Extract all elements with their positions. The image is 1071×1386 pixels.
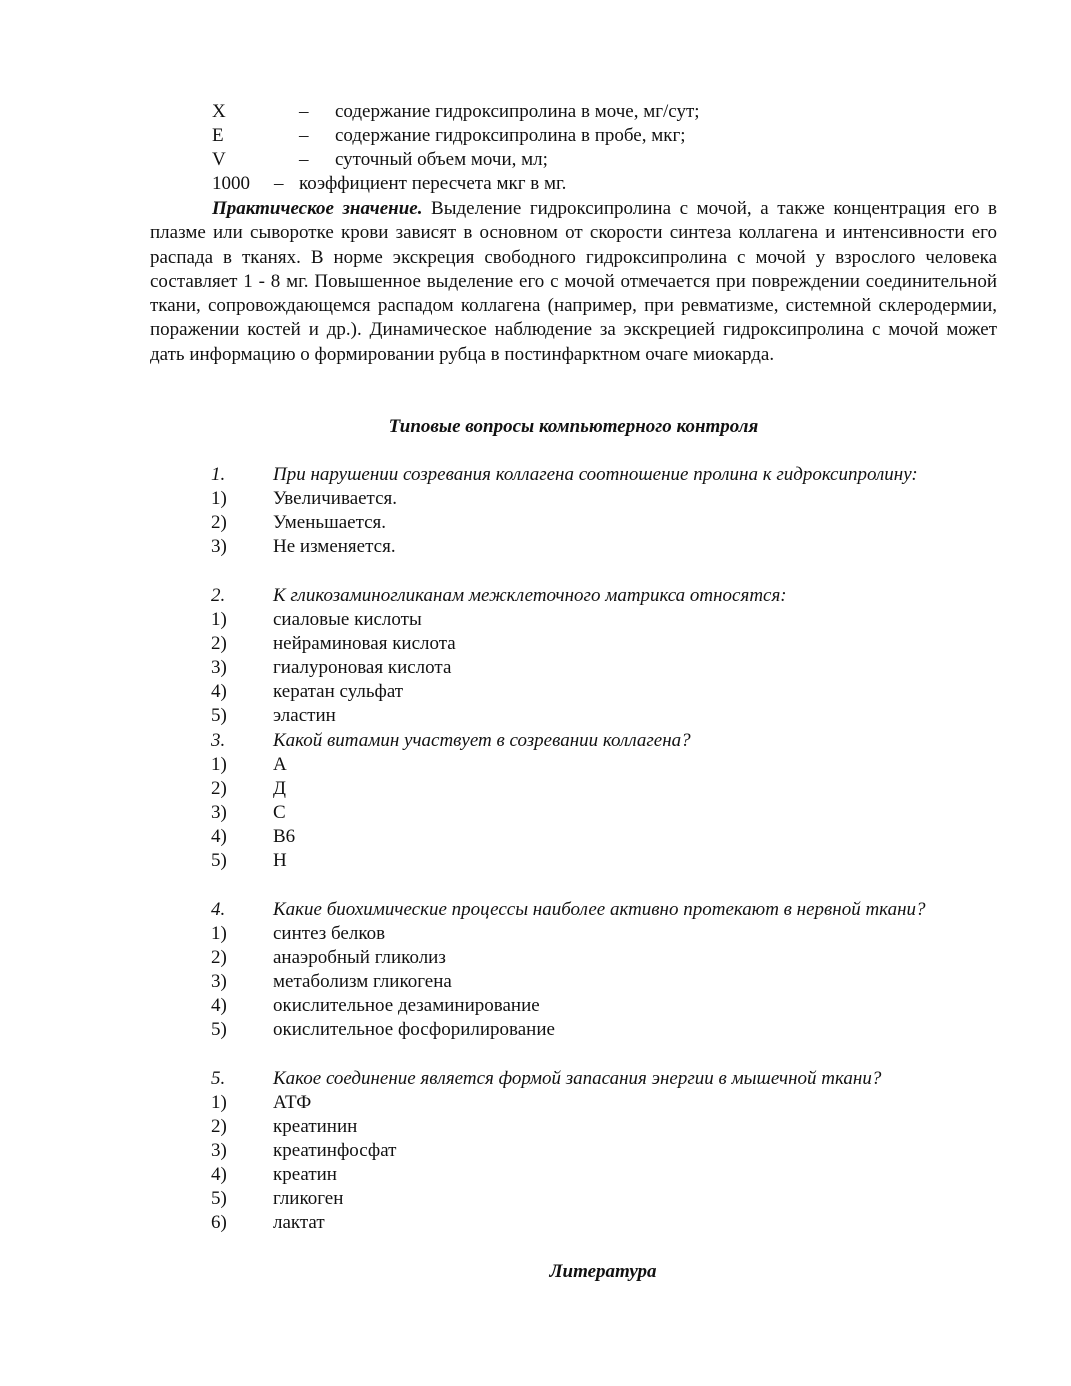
legend-definition: содержание гидроксипролина в пробе, мкг; — [335, 125, 686, 146]
question-text: Какое соединение является формой запасания энергии в мышечной ткани? — [273, 1068, 882, 1089]
legend-symbol: E — [212, 125, 224, 146]
legend-definition: коэффициент пересчета мкг в мг. — [299, 173, 567, 194]
practical-lead: Практическое значение. — [212, 198, 423, 219]
option-number: 4) — [211, 826, 227, 847]
option-number: 5) — [211, 1188, 227, 1209]
option-text: гиалуроновая кислота — [273, 657, 452, 678]
option-text: креатин — [273, 1164, 337, 1185]
option-text: А — [273, 754, 287, 775]
option-text: С — [273, 802, 286, 823]
option-text: кератан сульфат — [273, 681, 404, 702]
option-text: окислительное фосфорилирование — [273, 1019, 555, 1040]
option-text: метаболизм гликогена — [273, 971, 452, 992]
option-text: нейраминовая кислота — [273, 633, 456, 654]
option-number: 4) — [211, 1164, 227, 1185]
question-number: 4. — [211, 899, 226, 920]
option-text: креатинфосфат — [273, 1140, 397, 1161]
option-number: 3) — [211, 971, 227, 992]
section-title: Типовые вопросы компьютерного контроля — [388, 416, 759, 437]
legend-symbol: V — [212, 149, 226, 170]
legend-dash: – — [299, 101, 309, 122]
practical-paragraph — [150, 197, 997, 367]
option-text: окислительное дезаминирование — [273, 995, 540, 1016]
option-text: анаэробный гликолиз — [273, 947, 446, 968]
option-number: 1) — [211, 609, 227, 630]
option-number: 3) — [211, 1140, 227, 1161]
option-number: 2) — [211, 778, 227, 799]
option-text: Н — [273, 850, 287, 871]
question-number: 1. — [211, 464, 226, 485]
option-number: 4) — [211, 995, 227, 1016]
question-text: К гликозаминогликанам межклеточного матрикса относятся: — [273, 585, 787, 606]
legend-definition: суточный объем мочи, мл; — [335, 149, 548, 170]
option-number: 3) — [211, 536, 227, 557]
option-number: 2) — [211, 633, 227, 654]
question-text: При нарушении созревания коллагена соотношение пролина к гидроксипролину: — [273, 464, 918, 485]
legend-dash: – — [299, 125, 309, 146]
option-text: гликоген — [273, 1188, 344, 1209]
option-number: 3) — [211, 802, 227, 823]
option-text: Не изменяется. — [273, 536, 396, 557]
question-number: 3. — [211, 730, 226, 751]
legend-dash: – — [274, 173, 284, 194]
question-number: 5. — [211, 1068, 226, 1089]
option-number: 2) — [211, 1116, 227, 1137]
option-text: Д — [273, 778, 286, 799]
option-text: АТФ — [273, 1092, 312, 1113]
practical-text: Выделение гидроксипролина с мочой, а также концентрация его в плазме или сыворотке крови зависят в основном от скорости синтеза коллагена и интенсивности его распада в тканях. В норме экскреция свободного гидроксипролина с мочой у взрослого человека составляет 1 - 8 мг. Повышенное выделение его с мочой отмечается при повреждении соединительной ткани, сопровождающемся распадом коллагена (например, при ревматизме, системной склеродермии, поражении костей и др.). Динамическое наблюдение за экскрецией гидроксипролина с мочой может дать информацию о формировании рубца в постинфарктном очаге миокарда. — [150, 198, 997, 365]
option-text: В6 — [273, 826, 296, 847]
legend-symbol: 1000 — [212, 173, 250, 194]
option-number: 2) — [211, 947, 227, 968]
option-text: эластин — [273, 705, 336, 726]
option-number: 1) — [211, 754, 227, 775]
option-number: 5) — [211, 705, 227, 726]
question-text: Какой витамин участвует в созревании коллагена? — [273, 730, 691, 751]
option-text: креатинин — [273, 1116, 358, 1137]
option-text: сиаловые кислоты — [273, 609, 422, 630]
option-text: Увеличивается. — [273, 488, 398, 509]
option-number: 1) — [211, 1092, 227, 1113]
option-number: 5) — [211, 850, 227, 871]
option-number: 1) — [211, 923, 227, 944]
option-number: 5) — [211, 1019, 227, 1040]
option-number: 4) — [211, 681, 227, 702]
question-number: 2. — [211, 585, 226, 606]
option-number: 3) — [211, 657, 227, 678]
literature-title: Литература — [549, 1261, 657, 1282]
option-number: 6) — [211, 1212, 227, 1233]
option-number: 2) — [211, 512, 227, 533]
legend-symbol: X — [212, 101, 226, 122]
option-number: 1) — [211, 488, 227, 509]
legend-definition: содержание гидроксипролина в моче, мг/сут; — [335, 101, 700, 122]
legend-dash: – — [299, 149, 309, 170]
question-text: Какие биохимические процессы наиболее активно протекают в нервной ткани? — [273, 899, 926, 920]
option-text: Уменьшается. — [273, 512, 387, 533]
option-text: лактат — [273, 1212, 325, 1233]
option-text: синтез белков — [273, 923, 386, 944]
